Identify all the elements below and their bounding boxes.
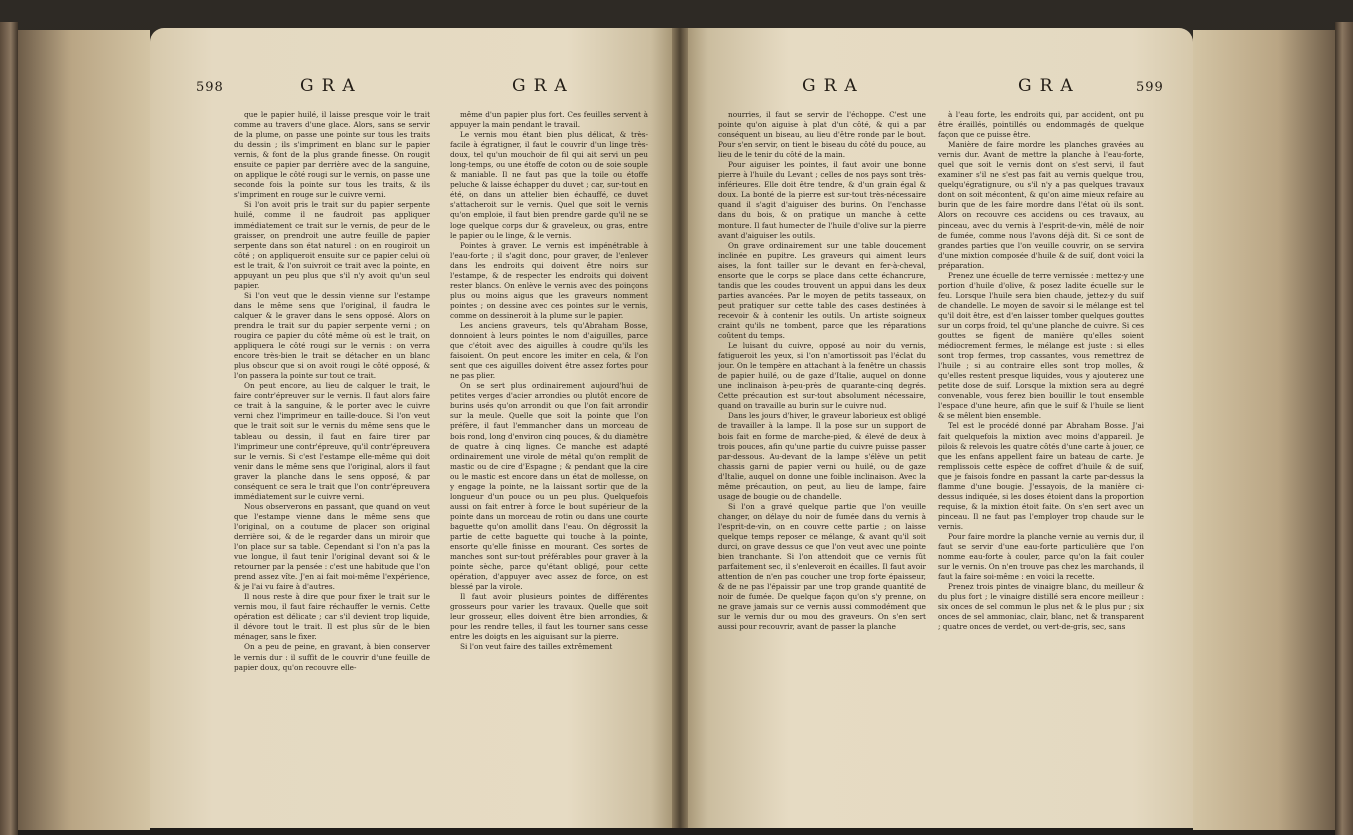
right-page	[688, 28, 1193, 828]
page-stack-right	[1193, 30, 1335, 830]
paragraph: Si l'on a gravé quelque partie que l'on veuille changer, on délaye du noir de fumée dans du vernis à l'esprit-de-vin, on en couvre cette partie ; on laisse quelque temps reposer ce mélange, & avant qu'il soit durci, on grave dessus ce que l'on veut avec une pointe bien tranchante. Si l'on attendoit que ce vernis fût parfaitement sec, il s'enleveroit en écailles. Il faut avoir attention de n'en pas coucher une trop forte épaisseur, & de ne pas l'épaissir par une trop grande quantité de noir de fumée. De quelque façon qu'on s'y prenne, on ne grave jamais sur ce vernis aussi commodément que sur le vernis dur ou mou des graveurs. On s'en sert aussi pour recouvrir, avant de passer la planche	[718, 501, 926, 632]
book-cover-right-edge	[1335, 22, 1353, 835]
running-head-left-col: GRA	[300, 76, 363, 96]
page-number-left: 598	[196, 80, 224, 95]
right-page-header	[688, 72, 1193, 98]
running-head-right-col: GRA	[512, 76, 575, 96]
page-number-right: 599	[1136, 80, 1164, 95]
paragraph: Pour aiguiser les pointes, il faut avoir une bonne pierre à l'huile du Levant ; celles de nos pays sont très-inférieures. Elle doit être tendre, & d'un grain égal & doux. La bonté de la pierre est sur-tout très-nécessaire quand il s'agit d'aiguiser des burins. On l'enchasse dans du bois, & on pratique un manche à cette monture. Il faut humecter de l'huile d'olive sur la pierre avant d'aiguiser les outils.	[718, 160, 926, 240]
paragraph: Manière de faire mordre les planches gravées au vernis dur. Avant de mettre la planche à l'eau-forte, quel que soit le vernis dont on s'est servi, il faut examiner s'il ne s'est pas fait au vernis quelque trou, quelqu'égratignure, ou s'il n'y a pas quelques travaux dont on soit mécontent, & qu'on aime mieux refaire au burin que de les faire mordre dans l'état où ils sont. Alors on recouvre ces accidens ou ces travaux, au pinceau, avec du vernis à l'esprit-de-vin, mêlé de noir de fumée, comme nous l'avons déjà dit. Si ce sont de grandes parties que l'on veuille couvrir, on se servira d'une mixtion composée d'huile & de suif, dont voici la préparation.	[938, 140, 1144, 270]
paragraph: Le vernis mou étant bien plus délicat, & très-facile à égratigner, il faut le couvrir d'un linge très-doux, tel qu'un mouchoir de fil qui ait servi un peu long-temps, ou une étoffe de coton ou de soie souple & maniable. Il ne faut pas que la toile ou étoffe peluche & laisse échapper du duvet ; car, sur-tout en été, on dans un attelier bien échauffé, ce duvet s'attacheroit sur le vernis. Quel que soit le vernis qu'on emploie, il faut bien prendre garde qu'il ne se loge quelque corps dur & graveleux, ou gras, entre le papier ou le linge, & le vernis.	[450, 130, 648, 240]
paragraph: nourries, il faut se servir de l'échoppe. C'est une pointe qu'on aiguise à plat d'un côté, & qui a par conséquent un biseau, au lieu d'être ronde par le bout. Pour s'en servir, on tient le biseau du côté du pouce, au lieu de le tenir du côté de la main.	[718, 110, 926, 160]
right-page-column-2	[938, 110, 1144, 820]
left-page-column-2	[450, 110, 648, 820]
paragraph: Dans les jours d'hiver, le graveur laborieux est obligé de travailler à la lampe. Il la pose sur un support de bois fait en forme de marche-pied, & élevé de deux à trois pouces, afin qu'une partie du cuivre puisse passer par-dessous. Au-devant de la lampe s'élève un petit chassis garni de papier verni ou huilé, ou de gaze d'Italie, auquel on donne une foible inclinaison. Avec la même précaution, on peut, au lieu de lampe, faire usage de bougie ou de chandelle.	[718, 411, 926, 501]
paragraph: Pour faire mordre la planche vernie au vernis dur, il faut se servir d'une eau-forte particulière que l'on nomme eau-forte à couler, parce qu'on la fait couler sur le vernis. On n'en trouve pas chez les marchands, il faut la faire soi-même : en voici la recette.	[938, 531, 1144, 582]
book-gutter	[672, 28, 688, 828]
book-cover-left-edge	[0, 22, 18, 835]
paragraph: On peut encore, au lieu de calquer le trait, le faire contr'épreuver sur le vernis. Il faut alors faire ce trait à la sanguine, & le porter avec le cuivre verni chez l'imprimeur en taille-douce. Si l'on veut que le trait soit sur le vernis du même sens que le tableau ou dessin, il faut en faire tirer par l'imprimeur une contr'épreuve, qu'il contr'épreuvera sur le vernis. Si c'est l'estampe elle-même qui doit venir dans le même sens que l'original, alors il faut graver la planche dans le sens opposé, & par conséquent ce sera le trait que l'on contr'épreuvera immédiatement sur le cuivre verni.	[234, 381, 430, 501]
running-head-left-col: GRA	[802, 76, 865, 96]
paragraph: Si l'on veut faire des tailles extrêmement	[460, 642, 613, 652]
paragraph: à l'eau forte, les endroits qui, par accident, ont pu être éraillés, pointillés ou endommagés de quelque façon que ce puisse être.	[938, 110, 1144, 140]
running-head-right-col: GRA	[1018, 76, 1081, 96]
paragraph: Prenez une écuelle de terre vernissée : mettez-y une portion d'huile d'olive, & posez ladite écuelle sur le feu. Lorsque l'huile sera bien chaude, jettez-y du suif de chandelle. Le moyen de savoir si le mélange est tel qu'il doit être, est d'en laisser tomber quelques gouttes sur un corps froid, tel qu'une planche de cuivre. Si ces gouttes se figent de manière qu'elles soient médiocrement fermes, le mélange est juste : si elles sont trop fermes, trop cassantes, vous remettrez de l'huile ; si au contraire elles sont trop molles, & qu'elles restent presque liquides, vous y ajouterez une petite dose de suif. Lorsque la mixtion sera au degré convenable, vous ferez bien bouillir le tout ensemble l'espace d'une heure, afin que le suif & l'huile se lient & se mêlent bien ensemble.	[938, 270, 1144, 421]
paragraph: Pointes à graver. Le vernis est impénétrable à l'eau-forte ; il s'agit donc, pour graver, de l'enlever dans les endroits qui doivent être noirs sur l'estampe, & de respecter les endroits qui doivent rester blancs. On enlève le vernis avec des poinçons plus ou moins aigus que les graveurs nomment pointes ; on dessine avec ces pointes sur le vernis, comme on dessineroit à la plume sur le papier.	[450, 240, 648, 320]
paragraph: Tel est le procédé donné par Abraham Bosse. J'ai fait quelquefois la mixtion avec moins d'appareil. Je pilois & relevois les quatre côtés d'une carte à jouer, ce que les enfans appellent faire un bateau de carte. Je remplissois cette espèce de coffret d'huile & de suif, que je faisois fondre en passant la carte par-dessus la flamme d'une bougie. J'essayois, de la manière ci-dessus indiquée, si les doses étoient dans la proportion requise, & la mixtion étoit faite. On s'en sert avec un pinceau. Il ne faut pas l'employer trop chaude sur le vernis.	[938, 421, 1144, 531]
paragraph: Nous observerons en passant, que quand on veut que l'estampe vienne dans le même sens que l'original, on a coutume de placer son original derrière soi, & de le regarder dans un miroir que l'on place sur sa table. Cependant si l'on n'a pas la vue longue, il faut tenir l'original devant soi & le retourner par la pensée : c'est une habitude que l'on prend assez vîte. J'en ai fait moi-même l'expérience, & je l'ai vu faire à d'autres.	[234, 501, 430, 592]
paragraph: Il faut avoir plusieurs pointes de différentes grosseurs pour varier les travaux. Quelle que soit leur grosseur, elles doivent être bien arrondies, & pour les rendre telles, il faut les tourner sans cesse entre les doigts en les aiguisant sur la pierre.	[450, 592, 648, 642]
paragraph: même d'un papier plus fort. Ces feuilles servent à appuyer la main pendant le travail.	[450, 110, 648, 130]
paragraph: On a peu de peine, en gravant, à bien conserver le vernis dur : il suffit de le couvrir d'une feuille de papier doux, qu'on recouvre elle-	[234, 642, 430, 672]
left-page-header	[150, 72, 672, 98]
paragraph: Le luisant du cuivre, opposé au noir du vernis, fatigueroit les yeux, si l'on n'amortissoit pas l'éclat du jour. On le tempère en attachant à la fenêtre un chassis de papier huilé, ou de gaze d'Italie, auquel on donne une inclinaison à-peu-près de quarante-cinq degrés. Cette précaution est sur-tout absolument nécessaire, quand on travaille au burin sur le cuivre nud.	[718, 341, 926, 411]
paragraph: Prenez trois pintes de vinaigre blanc, du meilleur & du plus fort ; le vinaigre distillé sera encore meilleur : six onces de sel commun le plus net & le plus pur ; six onces de sel ammoniac, clair, blanc, net & transparent ; quatre onces de verdet, ou vert-de-gris, sec, sans	[938, 582, 1144, 632]
paragraph: On grave ordinairement sur une table doucement inclinée en pupitre. Les graveurs qui aiment leurs aises, la font tailler sur le devant en fer-à-cheval, ensorte que le corps se place dans cette échancrure, tandis que les coudes trouvent un appui dans les deux parties avancées. Par le moyen de petits tasseaux, on peut pratiquer sur cette table des cases destinées à recevoir & à contenir les outils. Un artiste soigneux craint qu'ils ne tombent, parce que les réparations coûtent du temps.	[718, 240, 926, 341]
page-stack-left	[18, 30, 150, 830]
paragraph: Si l'on veut que le dessin vienne sur l'estampe dans le même sens que l'original, il faudra le calquer & le graver dans le sens opposé. Alors on prendra le trait sur du papier serpente verni ; on rougira ce papier du côté même où est le trait, on appliquera le côté rougi sur le vernis : on verra encore très-bien le trait se détacher en un blanc plus obscur que si on avoit rougi le côté opposé, & l'on passera la pointe sur tout ce trait.	[234, 290, 430, 381]
left-page	[150, 28, 672, 828]
paragraph: Les anciens graveurs, tels qu'Abraham Bosse, donnoient à leurs pointes le nom d'aiguilles, parce que c'étoit avec des aiguilles à coudre qu'ils les faisoient. On peut encore les imiter en cela, & l'on sent que ces aiguilles doivent être assez fortes pour ne pas plier.	[450, 320, 648, 381]
paragraph: Il nous reste à dire que pour fixer le trait sur le vernis mou, il faut faire réchauffer le vernis. Cette opération est délicate ; car s'il devient trop liquide, il dévore tout le trait. Il est plus sûr de le bien ménager, sans le fixer.	[234, 592, 430, 642]
paragraph: Si l'on avoit pris le trait sur du papier serpente huilé, comme il ne faudroit pas appliquer immédiatement ce trait sur le vernis, de peur de le graisser, on prendroit une autre feuille de papier serpente dans son état naturel : on en rougiroit un côté ; on appliqueroit ensuite sur ce papier celui où est le trait, & l'on suivroit ce trait avec la pointe, en appuyant un peu plus que s'il n'y avoit qu'un seul papier.	[234, 200, 430, 290]
paragraph: On se sert plus ordinairement aujourd'hui de petites verges d'acier arrondies ou plutôt encore de burins usés qu'on arrondit ou que l'on fait arrondir sur la meule. Quelle que soit la pointe que l'on préfère, il faut l'emmancher dans un morceau de bois rond, long d'environ cinq pouces, & du diamètre de quatre à cinq lignes. Ce manche est adapté ordinairement une virole de métal qu'on remplit de mastic ou de cire d'Espagne ; & pendant que la cire ou le mastic est encore dans un état de mollesse, on y engage la pointe, ne la laissant sortir que de la longueur d'un pouce ou un peu plus. Quelquefois aussi on fait entrer à force le bout supérieur de la pointe dans un morceau de rotin ou dans une courte baguette qu'on amollit dans l'eau. On dégrossit la partie de cette baguette qui touche à la pointe, ensorte qu'elle finisse en mourant. Ces sortes de manches sont sur-tout préférables pour graver à la pointe sèche, parce qu'étant obligé, pour cette opération, d'appuyer avec assez de force, on est blessé par la virole.	[450, 381, 648, 592]
paragraph: que le papier huilé, il laisse presque voir le trait comme au travers d'une glace. Alors, sans se servir de la plume, on passe une pointe sur tous les traits du dessin ; ils s'impriment en blanc sur le papier vernis, & font de la plus grande finesse. On rougit ensuite ce papier par derrière avec de la sanguine, on applique le côté rougi sur le vernis, on passe une seconde fois la pointe sur tous les traits, & ils s'impriment en rouge sur le cuivre verni.	[234, 110, 430, 200]
left-page-column-1	[234, 110, 430, 820]
right-page-column-1	[718, 110, 926, 820]
